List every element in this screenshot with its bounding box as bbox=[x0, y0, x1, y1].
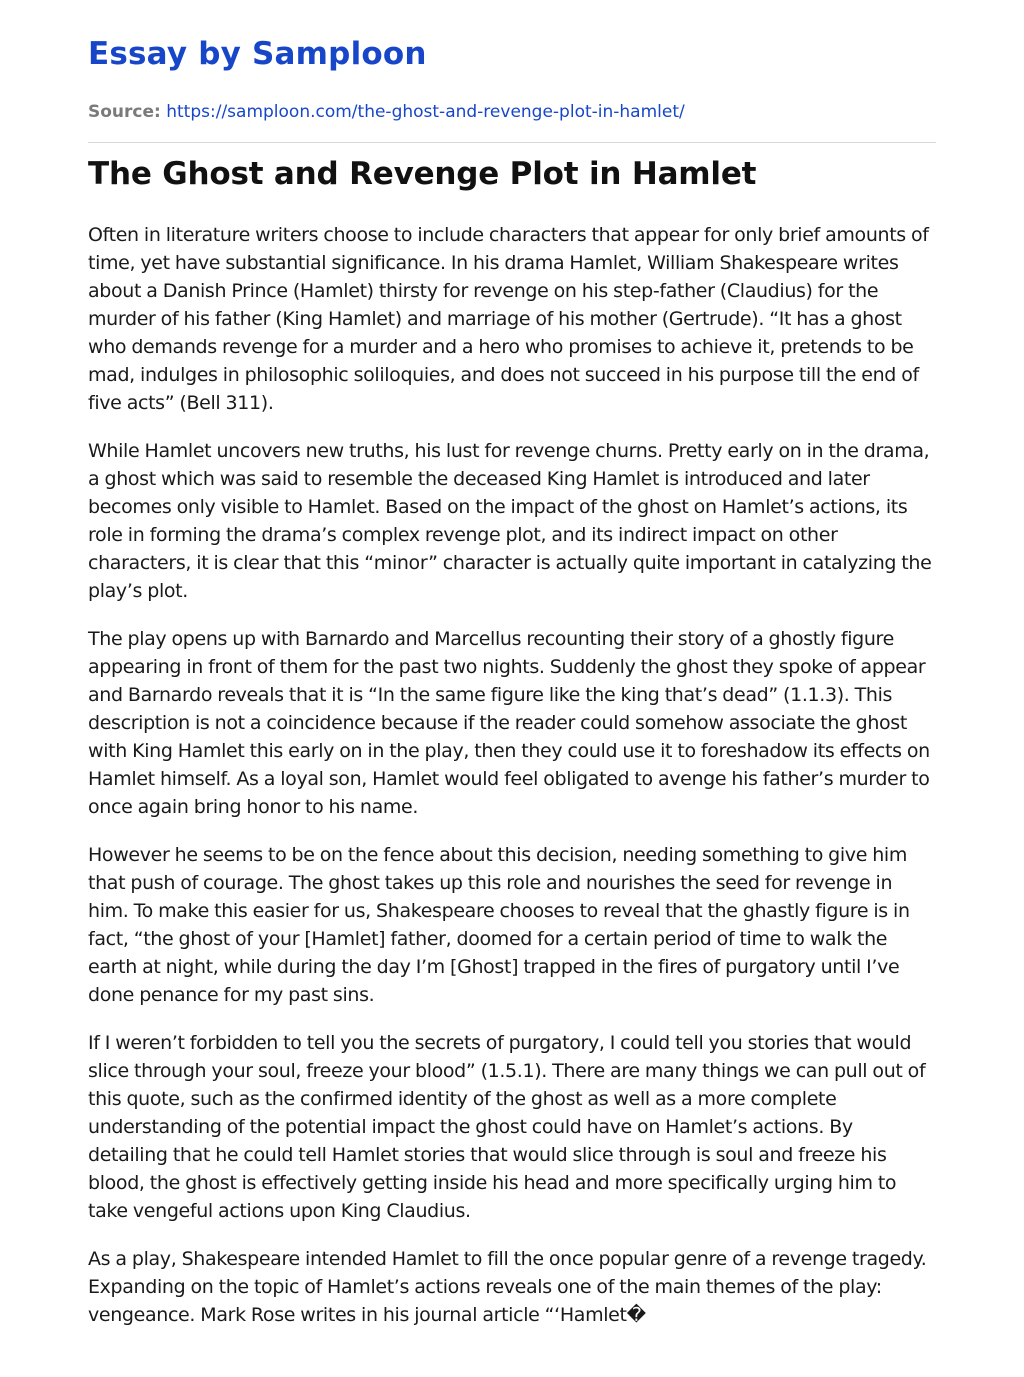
source-label: Source: bbox=[88, 102, 161, 122]
essay-title: The Ghost and Revenge Plot in Hamlet bbox=[88, 156, 757, 192]
source-link[interactable]: https://samploon.com/the-ghost-and-revenge-plot-in-hamlet/ bbox=[166, 102, 685, 122]
header-divider bbox=[88, 142, 936, 143]
essay-paragraph-6: As a play, Shakespeare intended Hamlet to fill the once popular genre of a revenge tragedy. Expanding on the topic of Hamlet’s actions reveals one of the main themes of the play: vengeance. Mark Rose writes in his journal article “‘Hamlet� bbox=[88, 1248, 927, 1326]
essay-paragraph-3: The play opens up with Barnardo and Marcellus recounting their story of a ghostly figure appearing in front of them for the past two nights. Suddenly the ghost they spoke of appear and Barnardo reveals that it is “In the same figure like the king that’s dead” (1.1.3). This description is not a coincidence because if the reader could somehow associate the ghost with King Hamlet this early on in the play, then they could use it to foreshadow its effects on Hamlet himself. As a loyal son, Hamlet would feel obligated to avenge his father’s murder to once again bring honor to his name. bbox=[88, 628, 930, 818]
essay-paragraph-1: Often in literature writers choose to include characters that appear for only brief amounts of time, yet have substantial significance. In his drama Hamlet, William Shakespeare writes about a Danish Prince (Hamlet) thirsty for revenge on his step-father (Claudius) for the murder of his father (King Hamlet) and marriage of his mother (Gertrude). “It has a ghost who demands revenge for a murder and a hero who promises to achieve it, pretends to be mad, indulges in philosophic soliloquies, and does not succeed in his purpose till the end of five acts” (Bell 311). bbox=[88, 224, 929, 414]
source-line bbox=[88, 102, 685, 122]
essay-paragraph-2: While Hamlet uncovers new truths, his lust for revenge churns. Pretty early on in the drama, a ghost which was said to resemble the deceased King Hamlet is introduced and later becomes only visible to Hamlet. Based on the impact of the ghost on Hamlet’s actions, its role in forming the drama’s complex revenge plot, and its indirect impact on other characters, it is clear that this “minor” character is actually quite important in catalyzing the play’s plot. bbox=[88, 440, 932, 602]
brand-title: Essay by Samploon bbox=[88, 36, 427, 72]
essay-paragraph-4: However he seems to be on the fence about this decision, needing something to give him that push of courage. The ghost takes up this role and nourishes the seed for revenge in him. To make this easier for us, Shakespeare chooses to reveal that the ghastly figure is in fact, “the ghost of your [Hamlet] father, doomed for a certain period of time to walk the earth at night, while during the day I’m [Ghost] trapped in the fires of purgatory until I’ve done penance for my past sins. bbox=[88, 844, 910, 1006]
essay-paragraph-5: If I weren’t forbidden to tell you the secrets of purgatory, I could tell you stories that would slice through your soul, freeze your blood” (1.5.1). There are many things we can pull out of this quote, such as the confirmed identity of the ghost as well as a more complete understanding of the potential impact the ghost could have on Hamlet’s actions. By detailing that he could tell Hamlet stories that would slice through is soul and freeze his blood, the ghost is effectively getting inside his head and more specifically urging him to take vengeful actions upon King Claudius. bbox=[88, 1032, 926, 1222]
essay-body bbox=[88, 221, 936, 1349]
